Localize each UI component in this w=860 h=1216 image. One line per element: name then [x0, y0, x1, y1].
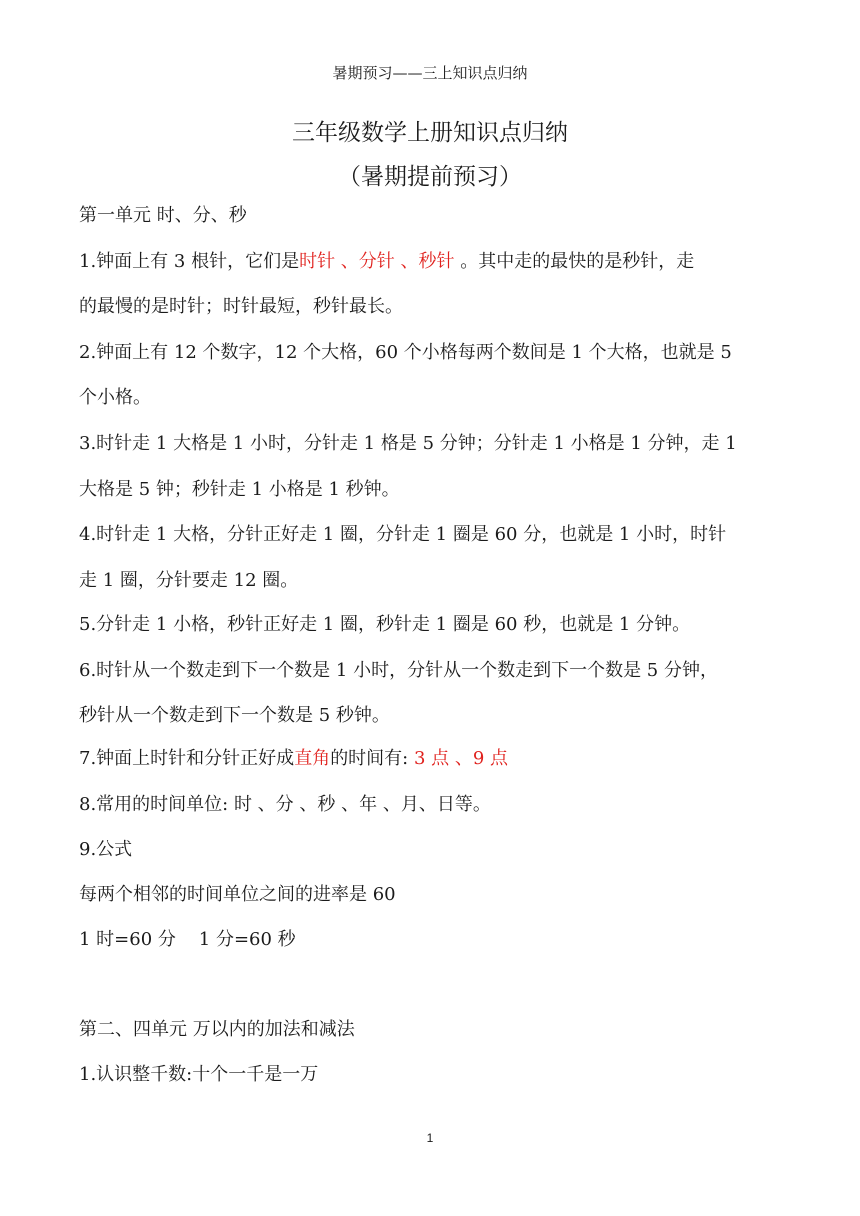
- paragraph-6-line-2: 秒针从一个数走到下一个数是 5 秒钟。: [79, 705, 390, 726]
- paragraph-7-highlight-1: 直角: [294, 748, 331, 769]
- paragraph-5: 5.分针走 1 小格，秒针正好走 1 圈，秒针走 1 圈是 60 秒，也就是 1 分钟。: [79, 614, 691, 635]
- document-title: 三年级数学上册知识点归纳: [292, 120, 568, 146]
- paragraph-3-line-1: 3.时针走 1 大格是 1 小时，分针走 1 格是 5 分钟；分针走 1 小格是 1 分钟，走 1: [79, 433, 737, 454]
- paragraph-2-line-2: 个小格。: [79, 387, 151, 408]
- paragraph-1-highlight: 时针 、分针 、秒针: [299, 251, 455, 272]
- page-header: 暑期预习——三上知识点归纳: [332, 64, 528, 82]
- paragraph-1-line-1: [79, 251, 789, 273]
- paragraph-2-line-1: 2.钟面上有 12 个数字，12 个大格，60 个小格每两个数间是 1 个大格，也就是 5: [79, 342, 732, 363]
- paragraph-7: [79, 748, 789, 770]
- section1-heading: 第一单元 时、分、秒: [79, 205, 247, 226]
- paragraph-7-highlight-2: 3 点 、9 点: [413, 748, 509, 769]
- paragraph-6-line-1: 6.时针从一个数走到下一个数是 1 小时，分针从一个数走到下一个数是 5 分钟，: [79, 660, 718, 681]
- document-subtitle: （暑期提前预习）: [338, 164, 522, 190]
- paragraph-4-line-2: 走 1 圈，分针要走 12 圈。: [79, 570, 299, 591]
- paragraph-9: 9.公式: [79, 839, 133, 860]
- paragraph-7-text-b: 的时间有:: [330, 748, 414, 769]
- paragraph-10: 每两个相邻的时间单位之间的进率是 60: [79, 884, 396, 905]
- paragraph-1-text-b: 。其中走的最快的是秒针，走: [454, 251, 695, 272]
- paragraph-7-text-a: 7.钟面上时针和分针正好成: [79, 748, 295, 769]
- paragraph-8: 8.常用的时间单位: 时 、分 、秒 、年 、月、日等。: [79, 794, 491, 815]
- paragraph-1-line-2: 的最慢的是时针；时针最短，秒针最长。: [79, 296, 403, 317]
- paragraph-3-line-2: 大格是 5 钟；秒针走 1 小格是 1 秒钟。: [79, 479, 400, 500]
- section2-heading: 第二、四单元 万以内的加法和减法: [79, 1019, 355, 1040]
- paragraph-4-line-1: 4.时针走 1 大格，分针正好走 1 圈，分针走 1 圈是 60 分，也就是 1 小时，时针: [79, 524, 727, 545]
- page-number: 1: [426, 1131, 434, 1145]
- paragraph-1-text-a: 1.钟面上有 3 根针，它们是: [79, 251, 300, 272]
- section2-paragraph-1: 1.认识整千数:十个一千是一万: [79, 1064, 319, 1085]
- paragraph-11: 1 时=60 分 1 分=60 秒: [79, 929, 296, 950]
